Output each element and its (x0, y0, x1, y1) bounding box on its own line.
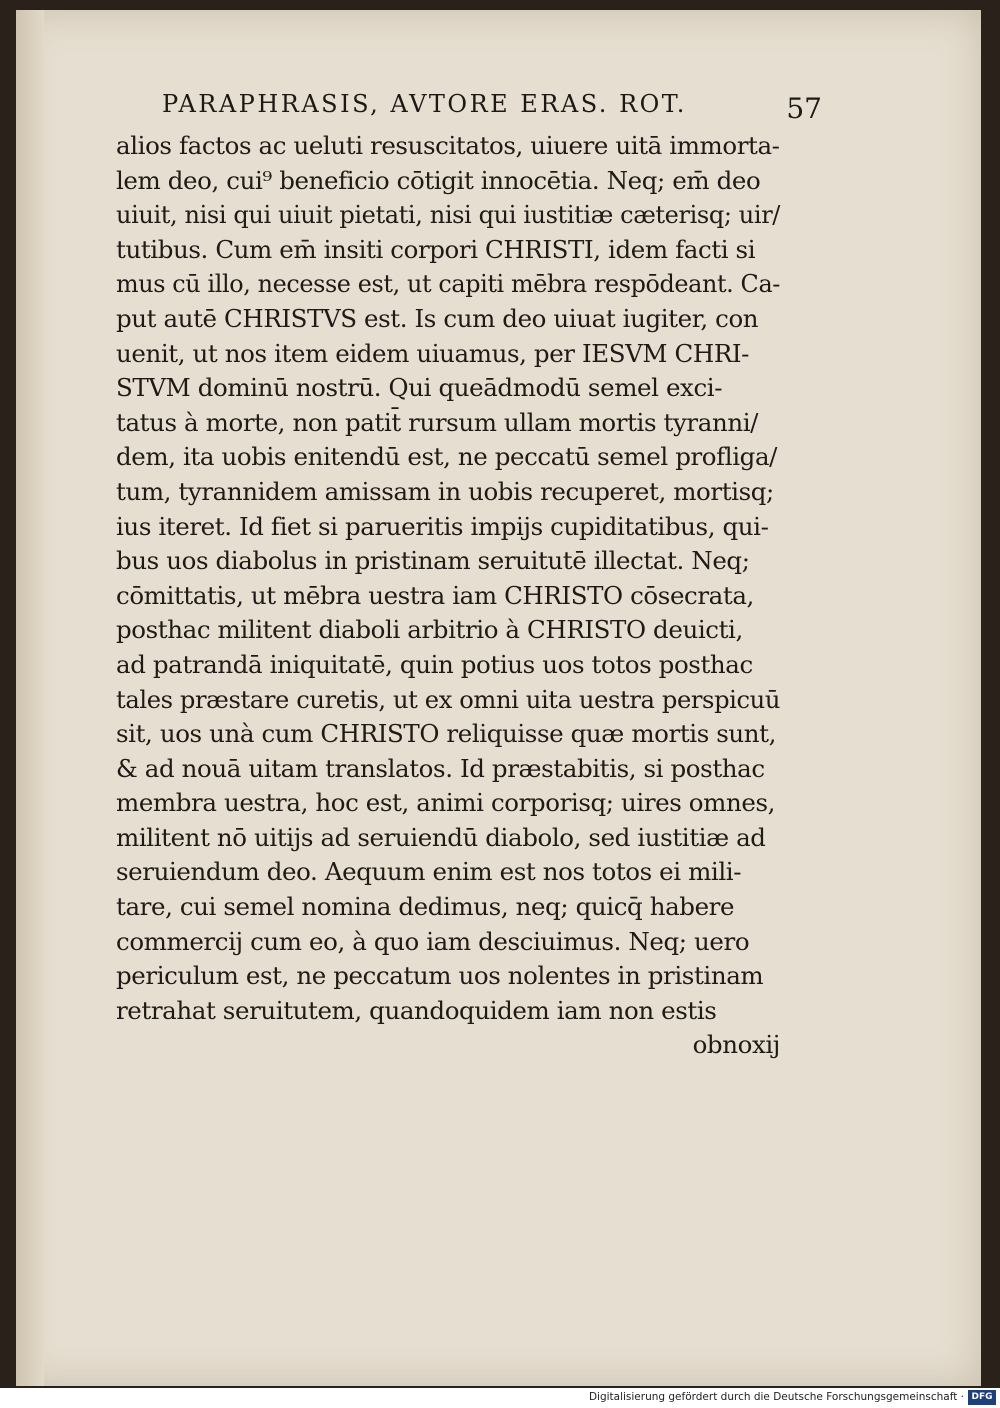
text-line: commercij cum eo, à quo iam desciuimus. Neq; uero (116, 926, 750, 956)
text-line: uenit, ut nos item eidem uiuamus, per IESVM CHRI- (116, 338, 750, 368)
book-page (16, 10, 981, 1386)
text-line: seruiendum deo. Aequum enim est nos totos ei mili- (116, 857, 742, 887)
text-line: militent nō uitijs ad seruiendū diabolo, sed iustitiæ ad (116, 822, 766, 852)
text-line: cōmittatis, ut mēbra uestra iam CHRISTO cōsecrata, (116, 580, 754, 610)
text-line: tum, tyrannidem amissam in uobis recuperet, mortisq; (116, 476, 774, 506)
text-line: ius iteret. Id fiet si parueritis impijs cupiditatibus, qui- (116, 511, 769, 541)
page-gutter (16, 10, 44, 1386)
footer-bar (0, 1388, 1000, 1408)
text-line: lem deo, cui⁹ beneficio cōtigit innocētia. Neq; em̄ deo (116, 165, 761, 195)
text-line: membra uestra, hoc est, animi corporisq; uires omnes, (116, 788, 776, 818)
text-line: put autē CHRISTVS est. Is cum deo uiuat iugiter, con (116, 303, 759, 333)
text-line: uiuit, nisi qui uiuit pietati, nisi qui iustitiæ cæterisq; uir/ (116, 200, 781, 230)
text-line: tare, cui semel nomina dedimus, neq; quicq̄ habere (116, 892, 735, 922)
dfg-logo-icon[interactable]: DFG (968, 1390, 996, 1405)
text-line: posthac militent diaboli arbitrio à CHRISTO deuicti, (116, 615, 743, 645)
text-line: ad patrandā iniquitatē, quin potius uos totos posthac (116, 649, 753, 679)
text-line: tutibus. Cum em̄ insiti corpori CHRISTI, idem facti si (116, 234, 756, 264)
funding-credit: Digitalisierung gefördert durch die Deutsche Forschungsgemeinschaft · (588, 1391, 964, 1403)
running-title: PARAPHRASIS, AVTORE ERAS. ROT. (162, 90, 687, 118)
text-line: bus uos diabolus in pristinam seruitutē illectat. Neq; (116, 546, 750, 576)
text-line: tales præstare curetis, ut ex omni uita uestra perspicuū (116, 684, 781, 714)
text-line: mus cū illo, necesse est, ut capiti mēbra respōdeant. Ca- (116, 269, 780, 299)
text-line: tatus à morte, non patit̄ rursum ullam mortis tyranni/ (116, 407, 758, 437)
text-line: alios factos ac ueluti resuscitatos, uiuere uitā immorta- (116, 131, 780, 160)
text-line: STVM dominū nostrū. Qui queādmodū semel exci- (116, 373, 723, 403)
text-line: retrahat seruitutem, quandoquidem iam non estis (116, 995, 717, 1025)
text-line: dem, ita uobis enitendū est, ne peccatū semel profliga/ (116, 442, 778, 472)
text-block (116, 129, 780, 1063)
text-line: periculum est, ne peccatum uos nolentes in pristinam (116, 961, 764, 991)
text-line: & ad nouā uitam translatos. Id præstabitis, si posthac (116, 753, 765, 783)
text-line: sit, uos unà cum CHRISTO reliquisse quæ mortis sunt, (116, 719, 777, 749)
folio-number: 57 (786, 92, 822, 125)
running-head (142, 90, 822, 126)
catchword: obnoxij (692, 1030, 780, 1060)
